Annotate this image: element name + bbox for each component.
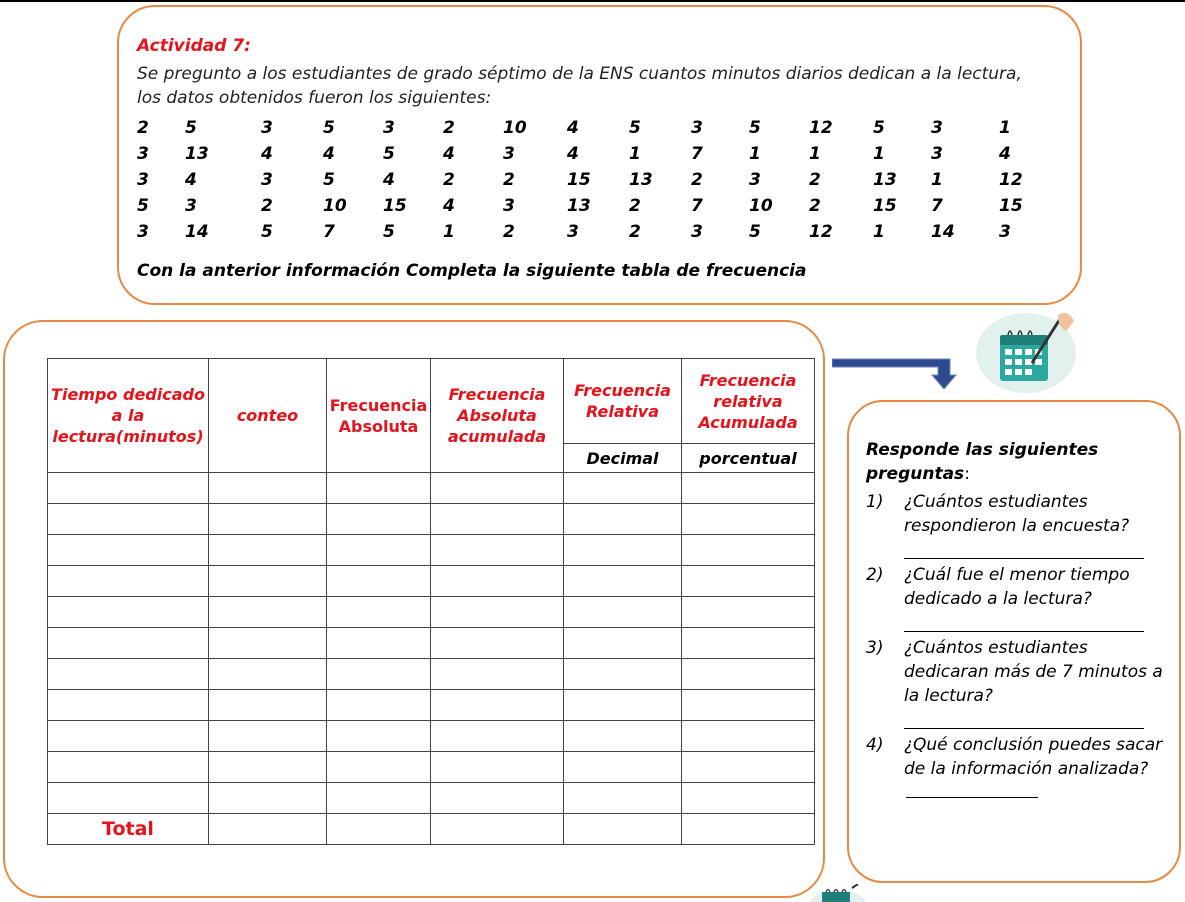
table-cell[interactable] — [327, 535, 431, 566]
question-item: 4) ¿Qué conclusión puedes sacar de la información analizada? — [866, 733, 1166, 805]
table-cell[interactable] — [327, 628, 431, 659]
table-cell[interactable] — [564, 752, 682, 783]
activity-title: Actividad 7: — [137, 36, 251, 56]
question-item: 3) ¿Cuántos estudiantes dedicaran más de 7 minutos a la lectura? — [866, 636, 1166, 729]
header-frecuencia-absoluta: Frecuencia Absoluta — [327, 359, 431, 473]
data-value: 3 — [503, 196, 515, 216]
table-cell[interactable] — [682, 721, 815, 752]
table-row — [48, 783, 815, 814]
table-cell[interactable] — [564, 783, 682, 814]
data-value: 3 — [931, 144, 943, 164]
data-value: 13 — [873, 170, 897, 190]
table-cell[interactable] — [209, 814, 327, 845]
total-label: Total — [48, 814, 209, 845]
table-cell[interactable] — [209, 628, 327, 659]
calendar-pencil-icon — [972, 305, 1080, 395]
data-value: 13 — [567, 196, 591, 216]
data-value: 2 — [443, 118, 455, 138]
page-top-rule — [0, 0, 1185, 2]
data-value: 7 — [323, 222, 335, 242]
table-row — [48, 504, 815, 535]
data-value: 5 — [749, 118, 761, 138]
table-cell[interactable] — [48, 783, 209, 814]
data-value: 3 — [749, 170, 761, 190]
data-value: 1 — [873, 222, 885, 242]
header-conteo: conteo — [209, 359, 327, 473]
table-cell[interactable] — [209, 473, 327, 504]
data-value: 4 — [323, 144, 335, 164]
table-cell[interactable] — [431, 752, 564, 783]
data-value: 14 — [185, 222, 209, 242]
data-value: 5 — [629, 118, 641, 138]
data-value: 12 — [999, 170, 1023, 190]
table-cell[interactable] — [209, 752, 327, 783]
table-row — [48, 690, 815, 721]
header-tiempo: Tiempo dedicado a la lectura(minutos) — [48, 359, 209, 473]
data-value: 3 — [137, 144, 149, 164]
data-value: 10 — [749, 196, 773, 216]
activity-description: Se pregunto a los estudiantes de grado séptimo de la ENS cuantos minutos diarios dedican a la lectura, los datos obtenidos fueron los siguientes: — [137, 64, 1022, 108]
table-cell[interactable] — [209, 783, 327, 814]
table-cell[interactable] — [682, 473, 815, 504]
table-cell[interactable] — [48, 535, 209, 566]
data-value: 5 — [323, 170, 335, 190]
table-cell[interactable] — [209, 504, 327, 535]
table-cell[interactable] — [48, 659, 209, 690]
data-value: 1 — [809, 144, 821, 164]
frequency-table — [47, 358, 815, 845]
table-cell[interactable] — [327, 659, 431, 690]
calendar-pencil-icon — [808, 884, 868, 902]
table-cell[interactable] — [564, 473, 682, 504]
data-value: 3 — [137, 170, 149, 190]
table-cell[interactable] — [209, 597, 327, 628]
table-cell[interactable] — [327, 690, 431, 721]
answer-blank[interactable] — [904, 611, 1144, 632]
data-value: 4 — [443, 196, 455, 216]
data-values-row — [137, 144, 1037, 170]
data-value: 4 — [261, 144, 273, 164]
table-row — [48, 721, 815, 752]
header-decimal: Decimal — [564, 444, 682, 473]
header-frecuencia-relativa: Frecuencia Relativa — [564, 359, 682, 444]
data-value: 4 — [567, 144, 579, 164]
table-cell[interactable] — [327, 504, 431, 535]
table-cell[interactable] — [682, 690, 815, 721]
table-cell[interactable] — [327, 597, 431, 628]
data-value: 2 — [443, 170, 455, 190]
table-cell[interactable] — [209, 721, 327, 752]
table-cell[interactable] — [48, 473, 209, 504]
table-cell[interactable] — [682, 535, 815, 566]
table-cell[interactable] — [48, 597, 209, 628]
question-item: 2) ¿Cuál fue el menor tiempo dedicado a la lectura? — [866, 563, 1166, 632]
table-cell[interactable] — [209, 690, 327, 721]
header-porcentual: porcentual — [682, 444, 815, 473]
table-cell[interactable] — [431, 504, 564, 535]
data-value: 2 — [629, 222, 641, 242]
data-value: 4 — [185, 170, 197, 190]
table-cell[interactable] — [564, 721, 682, 752]
question-item: 1) ¿Cuántos estudiantes respondieron la encuesta? — [866, 490, 1166, 559]
table-cell[interactable] — [564, 814, 682, 845]
data-value: 2 — [629, 196, 641, 216]
table-cell[interactable] — [209, 566, 327, 597]
data-value: 7 — [931, 196, 943, 216]
data-value: 2 — [137, 118, 149, 138]
table-row — [48, 566, 815, 597]
table-cell[interactable] — [48, 628, 209, 659]
data-value: 13 — [629, 170, 653, 190]
table-cell[interactable] — [682, 597, 815, 628]
questions-list — [866, 490, 1166, 805]
table-cell[interactable] — [682, 814, 815, 845]
data-value: 3 — [567, 222, 579, 242]
data-values-row — [137, 118, 1037, 144]
table-cell[interactable] — [431, 690, 564, 721]
table-cell[interactable] — [431, 721, 564, 752]
answer-blank[interactable] — [904, 538, 1144, 559]
table-cell[interactable] — [327, 566, 431, 597]
data-value: 2 — [809, 196, 821, 216]
table-cell[interactable] — [327, 721, 431, 752]
table-cell[interactable] — [682, 504, 815, 535]
data-value: 3 — [261, 118, 273, 138]
activity-instruction: Con la anterior información Completa la siguiente tabla de frecuencia — [137, 261, 807, 281]
table-row-total — [48, 814, 815, 845]
table-cell[interactable] — [327, 783, 431, 814]
data-values-grid — [137, 118, 1037, 248]
data-value: 1 — [931, 170, 943, 190]
data-value: 3 — [261, 170, 273, 190]
data-value: 7 — [691, 144, 703, 164]
data-value: 3 — [691, 118, 703, 138]
table-cell[interactable] — [682, 752, 815, 783]
data-value: 3 — [691, 222, 703, 242]
answer-blank[interactable] — [904, 708, 1144, 729]
table-cell[interactable] — [327, 473, 431, 504]
data-value: 15 — [383, 196, 407, 216]
header-frecuencia-absoluta-acumulada: Frecuencia Absoluta acumulada — [431, 359, 564, 473]
data-value: 14 — [931, 222, 955, 242]
data-value: 5 — [323, 118, 335, 138]
data-value: 5 — [873, 118, 885, 138]
table-cell[interactable] — [564, 504, 682, 535]
answer-blank[interactable] — [906, 783, 1038, 798]
table-row — [48, 659, 815, 690]
table-cell[interactable] — [564, 628, 682, 659]
table-cell[interactable] — [564, 659, 682, 690]
table-cell[interactable] — [682, 659, 815, 690]
table-cell[interactable] — [48, 504, 209, 535]
table-cell[interactable] — [48, 721, 209, 752]
table-cell[interactable] — [431, 473, 564, 504]
table-cell[interactable] — [431, 535, 564, 566]
questions-title: Responde las siguientes preguntas: — [866, 440, 1099, 484]
table-cell[interactable] — [431, 814, 564, 845]
data-value: 10 — [323, 196, 347, 216]
table-cell[interactable] — [564, 690, 682, 721]
data-value: 15 — [999, 196, 1023, 216]
data-value: 3 — [137, 222, 149, 242]
data-value: 4 — [443, 144, 455, 164]
table-cell[interactable] — [431, 597, 564, 628]
table-cell[interactable] — [431, 566, 564, 597]
data-value: 2 — [809, 170, 821, 190]
data-values-row — [137, 222, 1037, 248]
table-cell[interactable] — [48, 752, 209, 783]
table-row — [48, 473, 815, 504]
data-value: 4 — [567, 118, 579, 138]
data-value: 3 — [503, 144, 515, 164]
table-cell[interactable] — [564, 597, 682, 628]
table-cell[interactable] — [564, 535, 682, 566]
data-value: 15 — [567, 170, 591, 190]
header-frecuencia-relativa-acumulada: Frecuencia relativa Acumulada — [682, 359, 815, 444]
table-cell[interactable] — [209, 535, 327, 566]
data-value: 7 — [691, 196, 703, 216]
data-value: 1 — [629, 144, 641, 164]
table-cell[interactable] — [431, 659, 564, 690]
data-value: 1 — [999, 118, 1011, 138]
data-values-row — [137, 170, 1037, 196]
table-row — [48, 628, 815, 659]
data-value: 4 — [999, 144, 1011, 164]
data-value: 12 — [809, 222, 833, 242]
data-value: 5 — [383, 222, 395, 242]
data-values-row — [137, 196, 1037, 222]
data-value: 3 — [931, 118, 943, 138]
data-value: 5 — [137, 196, 149, 216]
data-value: 1 — [873, 144, 885, 164]
table-row — [48, 597, 815, 628]
data-value: 5 — [383, 144, 395, 164]
table-cell[interactable] — [682, 628, 815, 659]
table-cell[interactable] — [564, 566, 682, 597]
data-value: 3 — [999, 222, 1011, 242]
table-row — [48, 752, 815, 783]
table-cell[interactable] — [682, 566, 815, 597]
data-value: 2 — [261, 196, 273, 216]
data-value: 13 — [185, 144, 209, 164]
table-cell[interactable] — [682, 783, 815, 814]
data-value: 5 — [185, 118, 197, 138]
data-value: 1 — [749, 144, 761, 164]
arrow-down-icon — [832, 355, 957, 395]
table-cell[interactable] — [209, 659, 327, 690]
table-row — [48, 535, 815, 566]
table-cell[interactable] — [431, 783, 564, 814]
data-value: 2 — [503, 222, 515, 242]
table-cell[interactable] — [431, 628, 564, 659]
data-value: 5 — [261, 222, 273, 242]
data-value: 5 — [749, 222, 761, 242]
table-cell[interactable] — [48, 566, 209, 597]
data-value: 2 — [503, 170, 515, 190]
data-value: 12 — [809, 118, 833, 138]
data-value: 15 — [873, 196, 897, 216]
data-value: 1 — [443, 222, 455, 242]
data-value: 3 — [185, 196, 197, 216]
data-value: 3 — [383, 118, 395, 138]
table-cell[interactable] — [327, 752, 431, 783]
table-cell[interactable] — [327, 814, 431, 845]
data-value: 10 — [503, 118, 527, 138]
data-value: 4 — [383, 170, 395, 190]
data-value: 2 — [691, 170, 703, 190]
table-cell[interactable] — [48, 690, 209, 721]
